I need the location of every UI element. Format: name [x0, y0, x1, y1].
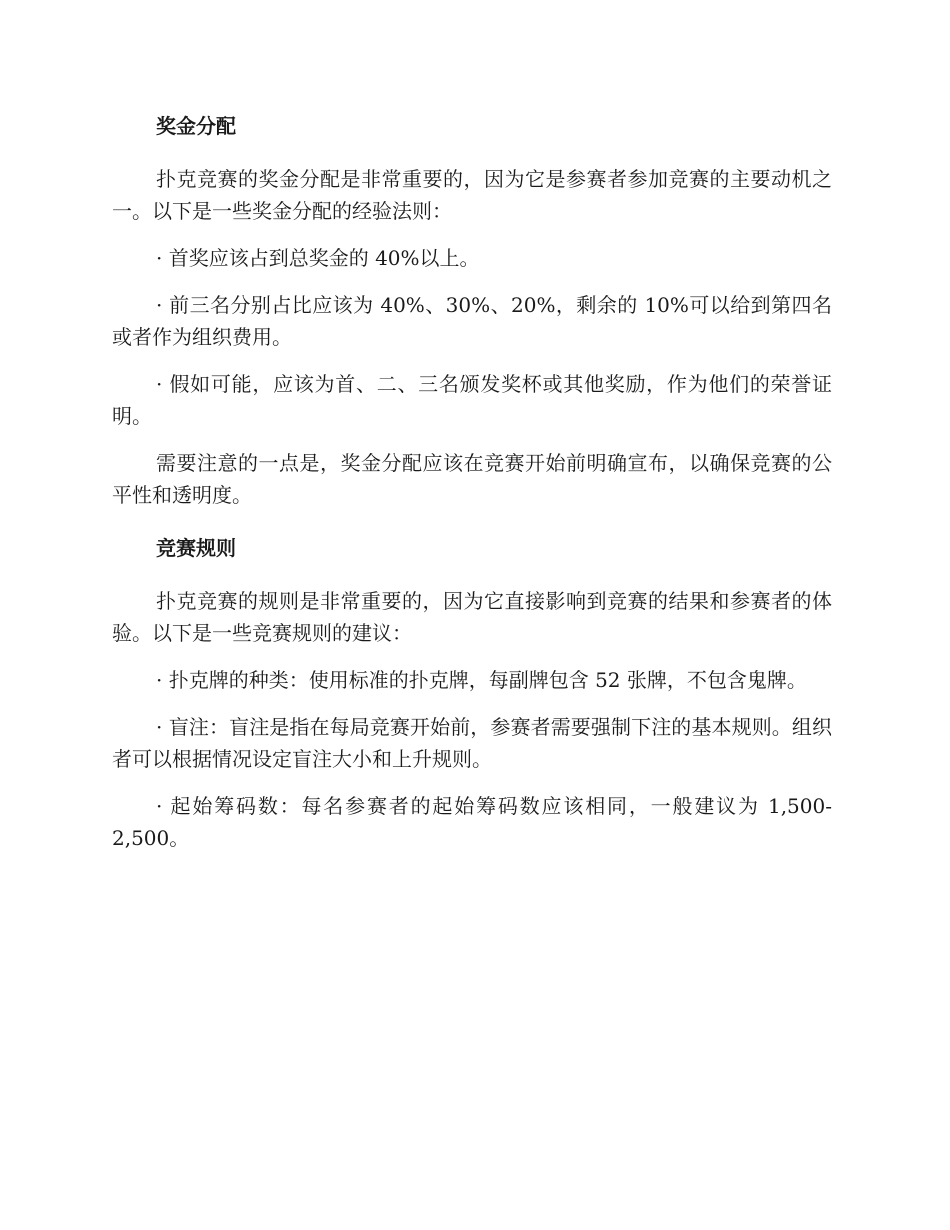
section-heading-competition-rules: 竞赛规则: [156, 536, 236, 560]
list-item-top-three-split: · 前三名分别占比应该为 40%、30%、20%，剩余的 10%可以给到第四名或者作为组织费用。: [112, 293, 832, 349]
list-item-starting-chips: · 起始筹码数：每名参赛者的起始筹码数应该相同，一般建议为 1,500-2,500。: [112, 794, 832, 850]
list-item-trophies: · 假如可能，应该为首、二、三名颁发奖杯或其他奖励，作为他们的荣誉证明。: [112, 372, 832, 428]
paragraph-prize-intro: 扑克竞赛的奖金分配是非常重要的，因为它是参赛者参加竞赛的主要动机之一。以下是一些奖金分配的经验法则：: [112, 167, 832, 223]
list-item-first-prize: · 首奖应该占到总奖金的 40%以上。: [156, 246, 480, 270]
list-item-card-type: · 扑克牌的种类：使用标准的扑克牌，每副牌包含 52 张牌，不包含鬼牌。: [156, 668, 807, 692]
paragraph-prize-note: 需要注意的一点是，奖金分配应该在竞赛开始前明确宣布，以确保竞赛的公平性和透明度。: [112, 451, 832, 507]
list-item-blinds: · 盲注：盲注是指在每局竞赛开始前，参赛者需要强制下注的基本规则。组织者可以根据情况设定盲注大小和上升规则。: [112, 715, 832, 771]
section-heading-prize-distribution: 奖金分配: [156, 114, 236, 138]
document-page: [112, 104, 832, 869]
paragraph-rules-intro: 扑克竞赛的规则是非常重要的，因为它直接影响到竞赛的结果和参赛者的体验。以下是一些竞赛规则的建议：: [112, 589, 832, 645]
